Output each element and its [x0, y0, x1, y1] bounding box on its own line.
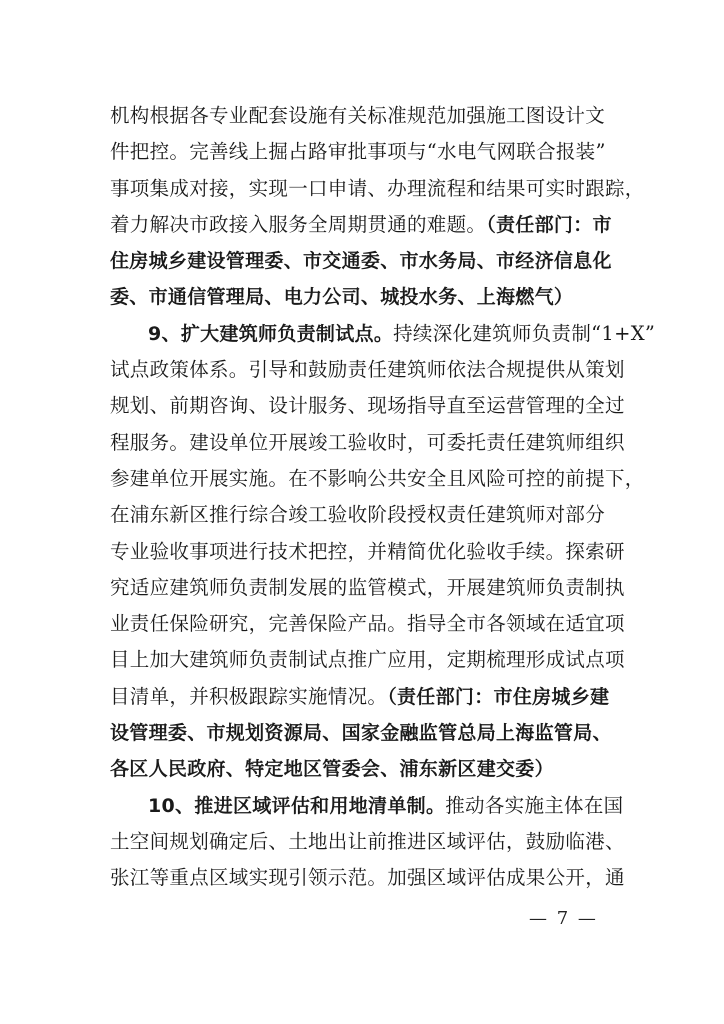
text-segment: 推动各实施主体在国 — [445, 793, 624, 817]
bold-text-segment: 各区人民政府、特定地区管委会、浦东新区建交委） — [110, 758, 554, 781]
text-segment: 目上加大建筑师负责制试点推广应用，定期梳理形成试点项 — [110, 648, 625, 672]
text-segment: 在浦东新区推行综合竣工验收阶段授权责任建筑师对部分 — [110, 503, 606, 527]
bold-text-segment: （责任部门：市 — [486, 213, 612, 236]
text-segment: 究适应建筑师负责制发展的监管模式，开展建筑师负责制执 — [110, 575, 625, 599]
text-line — [110, 751, 630, 787]
bold-text-segment: （责任部门：市住房城乡建 — [387, 685, 610, 708]
text-segment: 事项集成对接，实现一口申请、办理流程和结果可实时跟踪， — [110, 176, 645, 200]
text-line — [110, 388, 630, 424]
text-line — [110, 352, 630, 388]
text-line — [110, 497, 630, 533]
text-segment: 业责任保险研究，完善保险产品。指导全市各领域在适宜项 — [110, 612, 625, 636]
text-line — [110, 642, 630, 678]
text-line — [110, 316, 656, 352]
bold-text-segment: 设管理委、市规划资源局、国家金融监管总局上海监管局、 — [110, 722, 612, 745]
text-line — [110, 715, 630, 751]
text-line — [110, 425, 630, 461]
text-line — [110, 534, 630, 570]
text-line — [110, 824, 630, 860]
text-line — [110, 606, 630, 642]
text-line — [110, 461, 645, 497]
bold-text-segment: 9、扩大建筑师负责制试点。 — [148, 322, 394, 345]
document-body — [110, 98, 656, 897]
text-segment: 程服务。建设单位开展竣工验收时，可委托责任建筑师组织 — [110, 430, 625, 454]
text-line — [110, 171, 645, 207]
text-line — [110, 98, 630, 134]
text-segment: 着力解决市政接入服务全周期贯通的难题。 — [110, 212, 487, 236]
text-segment: 试点政策体系。引导和鼓励责任建筑师依法合规提供从策划 — [110, 358, 625, 382]
bold-text-segment: 10、推进区域评估和用地清单制。 — [148, 794, 446, 817]
text-segment: 件把控。完善线上掘占路审批事项与“水电气网联合报装” — [110, 140, 606, 164]
text-segment: 参建单位开展实施。在不影响公共安全且风险可控的前提下， — [110, 466, 645, 490]
text-line — [110, 570, 630, 606]
text-line — [110, 243, 630, 279]
text-line — [110, 679, 630, 715]
bold-text-segment: 住房城乡建设管理委、市交通委、市水务局、市经济信息化 — [110, 250, 612, 273]
text-line — [110, 279, 630, 315]
text-segment: 张江等重点区域实现引领示范。加强区域评估成果公开，通 — [110, 866, 625, 890]
text-line — [110, 134, 630, 170]
text-line — [110, 207, 630, 243]
text-segment: 土空间规划确定后、土地出让前推进区域评估，鼓励临港、 — [110, 829, 625, 853]
text-segment: 专业验收事项进行技术把控，并精简优化验收手续。探索研 — [110, 539, 625, 563]
text-segment: 规划、前期咨询、设计服务、现场指导直至运营管理的全过 — [110, 394, 625, 418]
text-segment: 机构根据各专业配套设施有关标准规范加强施工图设计文 — [110, 104, 606, 127]
text-line — [110, 788, 630, 824]
text-segment: 持续深化建筑师负责制“1+X” — [393, 321, 656, 345]
text-line — [110, 860, 630, 896]
bold-text-segment: 委、市通信管理局、电力公司、城投水务、上海燃气） — [110, 286, 574, 309]
page-number: — 7 — — [529, 908, 598, 929]
text-segment: 目清单，并积极跟踪实施情况。 — [110, 684, 388, 708]
